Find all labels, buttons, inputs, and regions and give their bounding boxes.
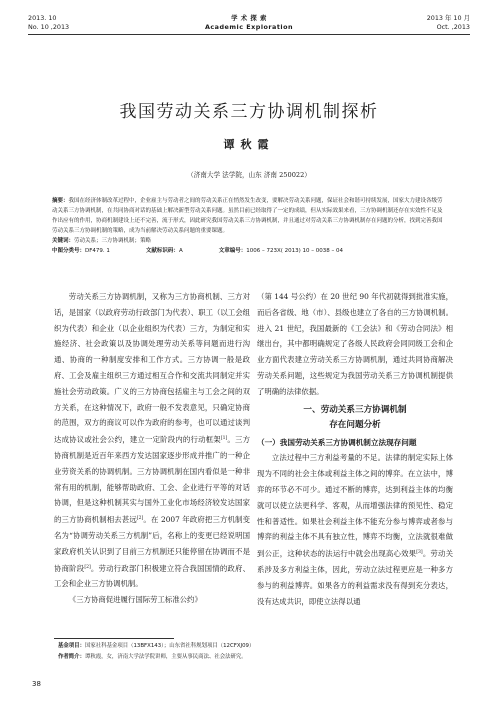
citation-ref: [2]: [84, 564, 91, 570]
subsection-heading: （一）我国劳动关系三方协调机制立法现存问题: [257, 437, 417, 447]
article-title: 我国劳动关系三方协调机制探析: [119, 102, 379, 122]
section-heading: 一、劳动关系三方协调机制 存在问题分析: [303, 404, 407, 430]
footnote-fund: 基金项目：国家社科基金项目（13BFX143）；山东省社科规划项目（12CFXJ09）: [58, 643, 255, 649]
footnote-author: 作者简介：谭秋霞，女，济南大学法学院讲师，主要从事民商法、社会法研究。: [58, 654, 247, 660]
keywords-text: 劳动关系；三方协调机制；策略: [74, 238, 152, 245]
header-right: [427, 14, 470, 31]
abstract-block: [52, 196, 446, 257]
header-left: [28, 14, 69, 31]
article-no-value: 1006 – 723X( 2013) 10 – 0038 – 04: [246, 248, 344, 255]
body-paragraph: 《三方协商促进履行国际劳工标准公约》: [68, 595, 202, 605]
keywords-label: 关键词：: [52, 238, 75, 245]
doc-code-label: 文献标识码：: [145, 248, 179, 255]
body-column-left: [54, 289, 250, 608]
header-year-issue: 2013. 10: [28, 14, 57, 22]
article-author: 谭秋霞: [223, 138, 275, 151]
classification-row: [52, 246, 446, 256]
header-date-en: Oct. ,2013: [436, 22, 470, 31]
abstract-label: 摘要：: [52, 198, 69, 204]
header-issue-number: No. 10 ,2013: [28, 22, 70, 31]
abstract: [52, 196, 446, 236]
page-number: 38: [32, 680, 41, 688]
body-paragraph: 立法过程中三方利益考量的不足。法律的制定实际上体现为不同的社会主体或利益主体之间的博弈。在立法中，博弈的环节必不可少。通过不断的博弈，达到利益主体的均衡就可以使立法更科学、客观，从而增强法律的预见性、稳定性和普适性。如果社会利益主体不能充分参与博弈或者参与博弈的利益主体不具有独立性，博弈不均衡，立法就很难做到公正，这种状态的法运行中就会出现高心效果[3]。劳动关系涉及多方利益主体，因此，劳动立法过程更应是一种多方参与的利益博弈。如果各方的利益需求没有得到充分表达，没有达成共识，即使立法得以通: [257, 453, 453, 606]
running-header: [0, 14, 498, 44]
clc-label: 中图分类号：: [52, 248, 86, 255]
header-rule: [28, 34, 470, 35]
header-journal: [180, 14, 318, 31]
citation-ref: [3]: [416, 550, 423, 556]
clc-value: DF479. 1: [85, 248, 110, 255]
journal-name-en: Academic Exploration: [204, 22, 294, 31]
citation-ref: [2]: [136, 516, 144, 522]
abstract-text: 我国在经济体制改革过程中，企业雇主与劳动者之间的劳动关系正在悄然发生改变，要解决劳动关系问题，保证社会和谐可持续发展，国家大力建设各级劳动关系三方协调机制，在共同协商对话的基础上解决新型劳动关系问题。虽然目前已经取得了一定的成绩，但从实际效果来看，三方协调机制还存在实效性不足及作出应有的作用，协商机制建设上还不完善，流于形式，因此研究我国劳动关系三方协调机制，并且通过对劳动关系三方协调机制存在问题的分析，找到完善我国劳动关系三方协调机制的策略，成为当前解决劳动关系问题的重要课题。: [52, 198, 443, 235]
author-affiliation: （济南大学 法学院，山东 济南 250022）: [187, 171, 311, 179]
article-no-label: 文章编号：: [218, 248, 247, 255]
body-paragraph: 劳动关系三方协调机制，又称为三方协商机制、三方对话，是国家（以政府劳动行政部门为代表）、职工（以工会组织为代表）和企业（以企业组织为代表）三方，为制定和实施经济、社会政策以及协调处理劳动关系等问题而进行沟通、协商的一种制度安排和工作方式。三方协调一般是政府、工会及雇主组织三方通过相互合作和交流共同制定并实施社会劳动政策。广义的三方协商包括雇主与工会之间的双方关系，在这种情况下，政府一般不发表意见，只确定协商的范围，双方的商议可以作为政府的参考，也可以通过谈判达成协议或社会公约，建立一定阶段内的行动框架[1]。三方协商机制是近百年来西方发达国家逐步形成并推广的一种企业劳资关系的协调机制。三方协调机制在国内看似是一种非常有用的机制，能够帮助政府、工会、企业进行平等的对话协调，但是这种机制其实与国外工业化市场经济较发达国家的三方协商机制相去甚远[2]。在 2007 年政府把三方机制变名为“协调劳动关系三方机制”后，名称上的变更已经说明国家政府机关认识到了目前三方机制还只能停留在协调而不是协商阶段[2]。劳动行政部门积极建立符合我国国情的政府、工会和企业三方协调机制。: [54, 292, 250, 589]
citation-ref: [1]: [220, 436, 228, 442]
body-column-right: [257, 289, 453, 609]
body-paragraph: （第 144 号公约）在 20 世纪 90 年代初就得到批准实施，而后各省级、地（市）、县级也建立了各自的三方协调机制。进入 21 世纪，我国最新的《工会法》和《劳动合同法》相继出台，其中都明确规定了各级人民政府会同同级工会和企业方面代表建立劳动关系三方协调机制，通过共同协商解决劳动关系问题，这些规定为我国劳动关系三方协调机制提供了明确的法律依据。: [257, 292, 453, 396]
journal-name-cn: 学 术 探 索: [231, 14, 267, 22]
keywords: [52, 236, 446, 246]
header-date-cn: 2013 年 10 月: [426, 14, 470, 22]
doc-code-value: A: [178, 248, 183, 255]
footnote-rule: [54, 638, 174, 639]
